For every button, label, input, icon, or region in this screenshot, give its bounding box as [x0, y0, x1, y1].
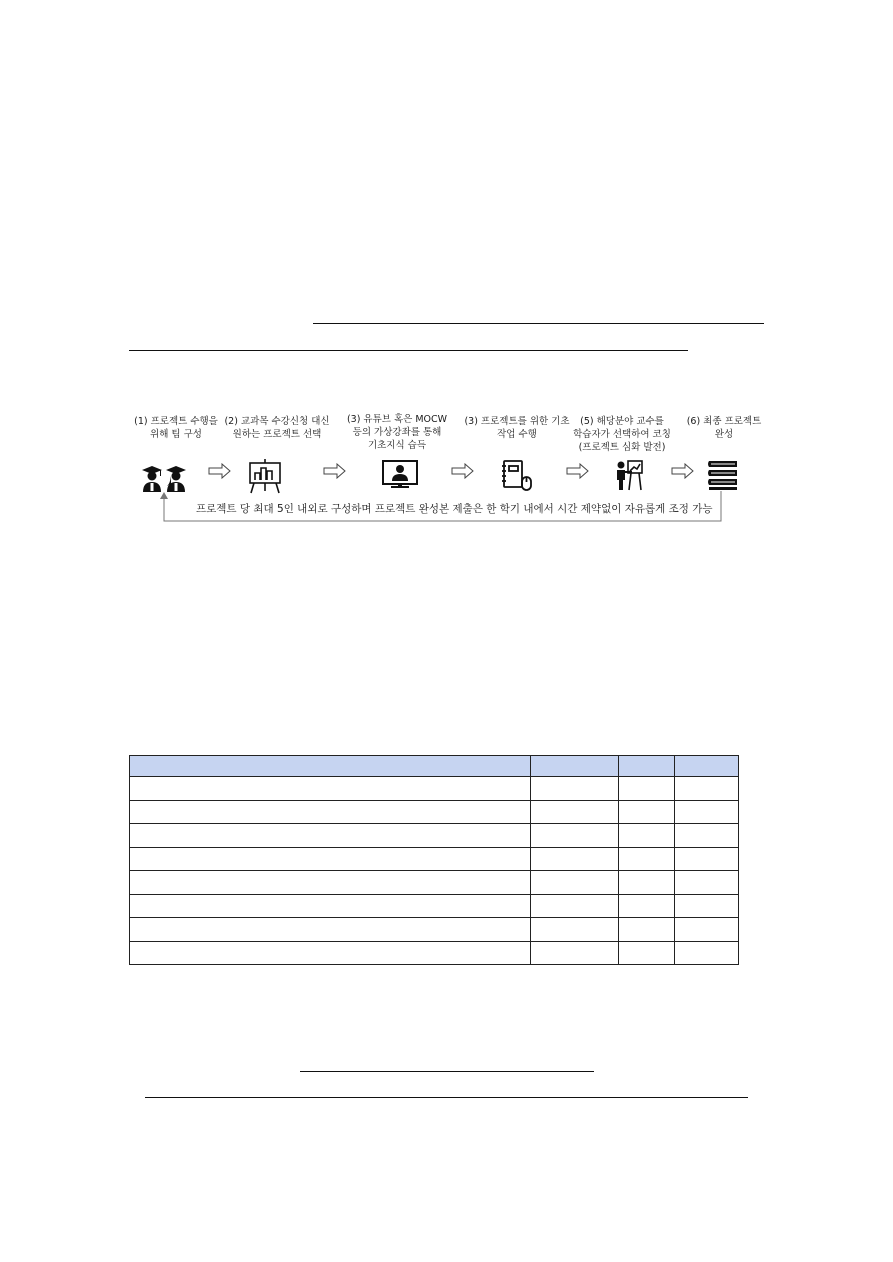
step-1-line-2: 위해 팀 구성 [150, 429, 202, 440]
table-cell [619, 777, 675, 801]
table-row [130, 894, 739, 918]
step-2-label [222, 415, 332, 441]
table-cell [675, 918, 739, 942]
step-4-line-1: (3) 프로젝트를 위한 기초 [464, 416, 570, 427]
arrow-right-icon [451, 463, 475, 479]
table-cell [130, 800, 531, 824]
table-cell [675, 824, 739, 848]
step-1-label [128, 415, 224, 441]
table-row [130, 871, 739, 895]
underline-4 [145, 1097, 748, 1098]
table-cell [675, 871, 739, 895]
step-2-line-1: (2) 교과목 수강신청 대신 [224, 416, 330, 427]
step-1-line-1: (1) 프로젝트 수행을 [134, 416, 218, 427]
arrow-right-icon [566, 463, 590, 479]
step-3-line-2: 등의 가상강좌를 통해 [352, 427, 442, 438]
step-6-line-1: (6) 최종 프로젝트 [686, 416, 762, 427]
step-5-line-3: (프로젝트 심화 발전) [578, 442, 666, 453]
table-cell [531, 824, 619, 848]
table-cell [675, 800, 739, 824]
table-cell [531, 777, 619, 801]
table-cell [531, 756, 619, 777]
table-cell [531, 800, 619, 824]
step-5-label [566, 415, 678, 454]
table-header-row [130, 756, 739, 777]
presentation-board-icon [248, 458, 282, 494]
underline-1 [313, 323, 764, 324]
table-cell [130, 847, 531, 871]
step-4-line-2: 작업 수행 [497, 429, 537, 440]
underline-3 [300, 1071, 594, 1072]
table-cell [531, 941, 619, 965]
step-3-line-1: (3) 유튜브 혹은 MOCW [346, 414, 448, 425]
table-cell [531, 871, 619, 895]
table-cell [675, 941, 739, 965]
table-row [130, 941, 739, 965]
table-cell [619, 847, 675, 871]
table-cell [675, 894, 739, 918]
arrow-right-icon [323, 463, 347, 479]
table-cell [130, 941, 531, 965]
table-cell [130, 918, 531, 942]
table-cell [531, 894, 619, 918]
table-cell [531, 847, 619, 871]
table-cell [130, 871, 531, 895]
graduates-icon [140, 464, 188, 494]
table-cell [675, 756, 739, 777]
table-row [130, 777, 739, 801]
table-cell [130, 894, 531, 918]
step-6-label [676, 415, 772, 441]
step-5-line-1: (5) 해당분야 교수를 [580, 416, 664, 427]
table-cell [619, 800, 675, 824]
arrow-right-icon [208, 463, 232, 479]
table-row [130, 824, 739, 848]
table-row [130, 918, 739, 942]
table-cell [675, 847, 739, 871]
underline-2 [129, 350, 688, 351]
step-2-line-2: 원하는 프로젝트 선택 [232, 429, 322, 440]
notebook-mouse-icon [500, 459, 534, 491]
step-3-line-3: 기초지식 습득 [367, 440, 427, 451]
table-cell [619, 941, 675, 965]
teacher-board-icon [614, 459, 644, 491]
step-4-label [462, 415, 572, 441]
step-3-label [342, 413, 452, 452]
table-row [130, 800, 739, 824]
table-cell [130, 824, 531, 848]
book-stack-icon [706, 459, 740, 491]
step-5-line-2: 학습자가 선택하여 코칭 [573, 429, 671, 440]
table-row [130, 847, 739, 871]
process-diagram [0, 405, 893, 535]
data-table [129, 755, 739, 965]
table-cell [675, 777, 739, 801]
table-cell [619, 871, 675, 895]
table-cell [619, 918, 675, 942]
step-6-line-2: 완성 [714, 429, 734, 440]
loop-note: 프로젝트 당 최대 5인 내외로 구성하며 프로젝트 완성본 제출은 한 학기 내에서 시간 제약없이 자유롭게 조정 가능 [196, 503, 713, 515]
table-cell [130, 777, 531, 801]
arrow-right-icon [671, 463, 695, 479]
table-cell [619, 894, 675, 918]
table-cell [130, 756, 531, 777]
table-cell [619, 756, 675, 777]
monitor-lecture-icon [381, 459, 419, 491]
table-cell [619, 824, 675, 848]
table-cell [531, 918, 619, 942]
